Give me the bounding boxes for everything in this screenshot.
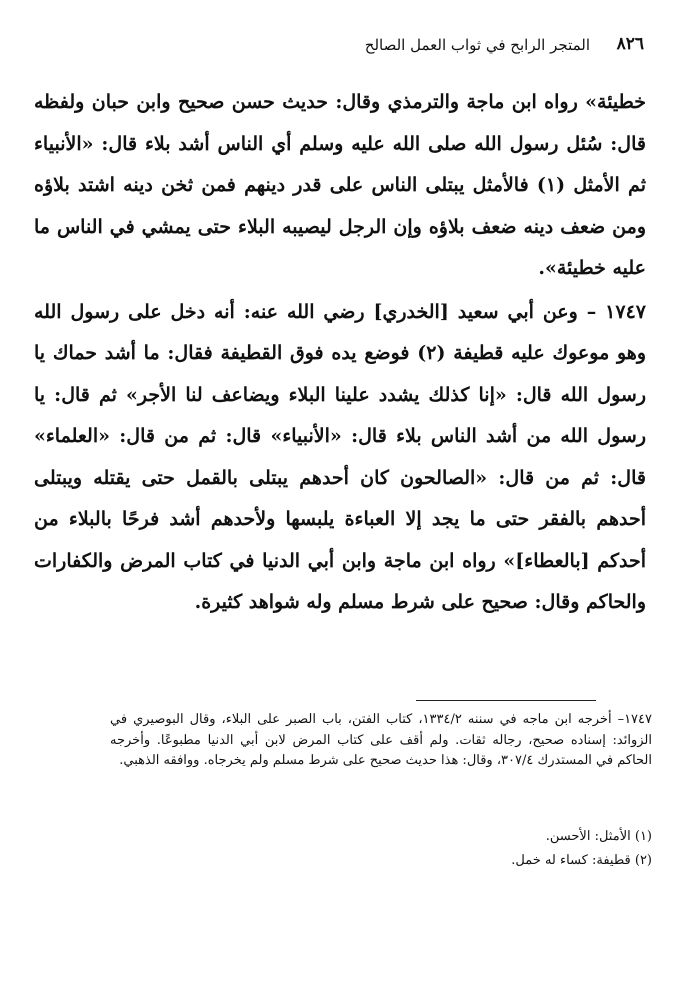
hadith-paragraph-1: خطيئة» رواه ابن ماجة والترمذي وقال: حديث حسن صحيح وابن حبان ولفظه قال: سُئل رسول الله صلى الله عليه وسلم أي الناس أشد بلاء قال: «الأنبياء ثم الأمثل (١) فالأمثل يبتلى الناس على قدر دينهم فمن ثخن دينه اشتد بلاؤه ومن ضعف دينه ضعف بلاؤه وإن الرجل ليصيبه البلاء حتى يمشي في الناس ما عليه خطيئة». [34, 91, 646, 279]
hadith-paragraph-1747: ١٧٤٧ – وعن أبي سعيد [الخدري] رضي الله عنه: أنه دخل على رسول الله وهو موعوك عليه قطيفة (٢) فوضع يده فوق القطيفة فقال: ما أشد حماك يا رسول الله قال: «إنا كذلك يشدد علينا البلاء ويضاعف لنا الأجر» ثم قال: يا رسول الله من أشد الناس بلاء قال: «الأنبياء» قال: ثم من قال: «العلماء» قال: ثم من قال: «الصالحون كان أحدهم يبتلى بالقمل حتى يقتله ويبتلى أحدهم بالفقر حتى ما يجد إلا العباءة يلبسها ولأحدهم أشد فرحًا بالبلاء من أحدكم [بالعطاء]» رواه ابن ماجة وابن أبي الدنيا في كتاب المرض والكفارات والحاكم وقال: صحيح على شرط مسلم وله شواهد كثيرة. [34, 300, 647, 613]
footnote-2: (٢) قطيفة: كساء له خمل. [511, 853, 652, 868]
footnote-1: (١) الأمثل: الأحسن. [545, 829, 652, 844]
page-header [320, 34, 644, 58]
running-title: المتجر الرابح في ثواب العمل الصالح [364, 36, 590, 54]
main-text [34, 82, 646, 624]
page-number: ٨٢٦ [616, 34, 644, 54]
footnote-separator [416, 700, 596, 701]
footnote-takhrij: ١٧٤٧– أخرجه ابن ماجه في سننه ١٣٣٤/٢، كتاب الفتن، باب الصبر على البلاء، وقال البوصيري في الزوائد: إسناده صحيح، رجاله ثقات. ولم أقف على كتاب المرض لابن أبي الدنيا مطبوعًا. وأخرجه الحاكم في المستدرك ٣٠٧/٤، وقال: هذا حديث صحيح على شرط مسلم ولم يخرجاه. ووافقه الذهبي. [110, 712, 653, 768]
footnote-notes [110, 825, 652, 873]
